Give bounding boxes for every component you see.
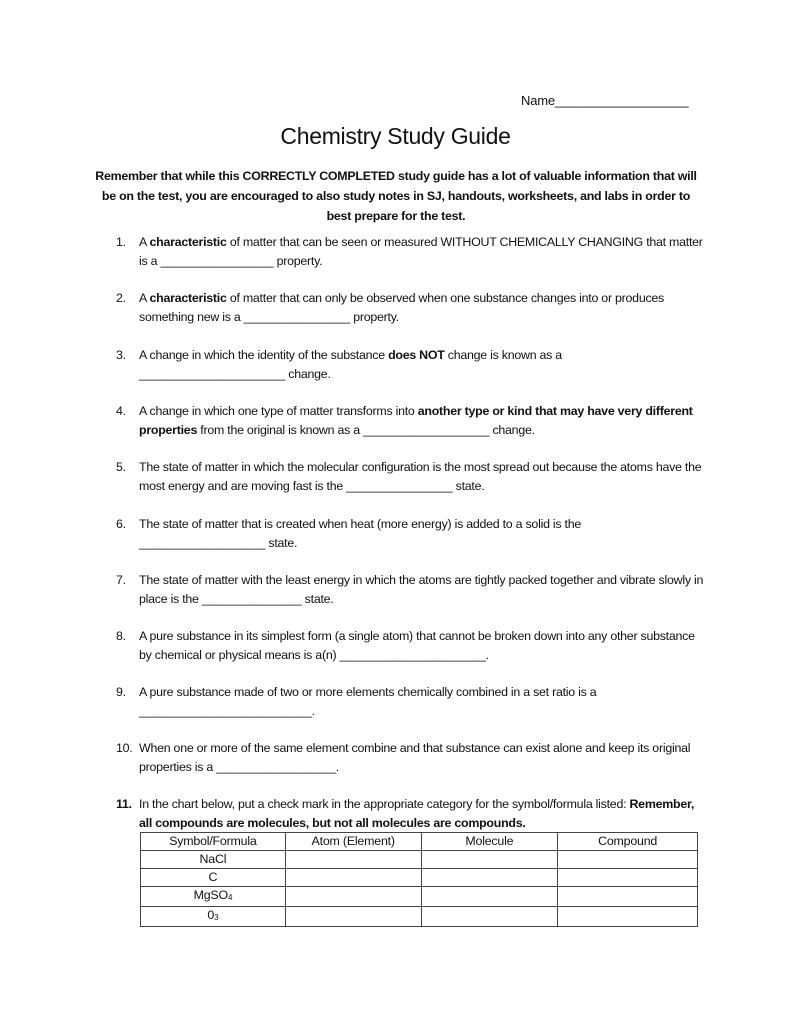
name-field[interactable]	[521, 93, 688, 108]
header-symbol-formula: Symbol/Formula	[141, 833, 286, 851]
emphasis-text: another type or kind that may have very different properties	[139, 404, 693, 437]
question-text: In the chart below, put a check mark in the appropriate category for the symbol/formula listed: Remember, all compounds are molecules, but not all molecules are compounds.	[139, 797, 695, 830]
question-number: 7.	[116, 573, 126, 587]
check-cell-molecule[interactable]	[421, 851, 558, 869]
question-number: 5.	[116, 460, 126, 474]
question-6	[116, 515, 706, 553]
question-2	[116, 289, 706, 327]
formula-cell: $0_3$	[141, 907, 286, 927]
question-7	[116, 571, 706, 609]
question-text: A characteristic of matter that can be seen or measured WITHOUT CHEMICALLY CHANGING that matter is a _________________ property.	[139, 235, 703, 268]
header-compound: Compound	[558, 833, 698, 851]
formula-cell: NaCl	[141, 851, 286, 869]
check-cell-molecule[interactable]	[421, 869, 558, 887]
question-number: 6.	[116, 517, 126, 531]
table-header-row	[141, 833, 698, 851]
question-number: 4.	[116, 404, 126, 418]
question-5	[116, 458, 706, 496]
header-molecule: Molecule	[421, 833, 558, 851]
table-row	[141, 869, 698, 887]
formula-cell: MgSO$_4$	[141, 887, 286, 907]
question-number: 8.	[116, 629, 126, 643]
question-text: A pure substance in its simplest form (a single atom) that cannot be broken down into any other substance by chemical or physical means is a(n) ______________________.	[139, 629, 695, 662]
check-cell-compound[interactable]	[558, 887, 698, 907]
question-number: 10.	[116, 741, 133, 755]
question-3	[116, 346, 706, 384]
header-atom-element: Atom (Element)	[285, 833, 421, 851]
question-text: The state of matter with the least energy in which the atoms are tightly packed together and vibrate slowly in place is the _______________ state.	[139, 573, 704, 606]
check-cell-compound[interactable]	[558, 907, 698, 927]
question-number: 2.	[116, 291, 126, 305]
check-cell-molecule[interactable]	[421, 907, 558, 927]
question-number: 9.	[116, 685, 126, 699]
check-cell-compound[interactable]	[558, 851, 698, 869]
emphasis-text: characteristic	[149, 235, 227, 249]
name-label: Name	[521, 93, 555, 108]
question-text: The state of matter that is created when heat (more energy) is added to a solid is the ___________________ state.	[139, 517, 582, 550]
question-number: 11.	[116, 797, 132, 811]
table-row	[141, 887, 698, 907]
question-number: 3.	[116, 348, 126, 362]
question-11	[116, 795, 706, 833]
question-text: A characteristic of matter that can only be observed when one substance changes into or produces something new is a ________________ property.	[139, 291, 664, 324]
question-text: A change in which the identity of the substance does NOT change is known as a ______________________ change.	[139, 348, 562, 381]
name-blank[interactable]: ___________________	[554, 93, 689, 108]
check-cell-atom-element[interactable]	[285, 869, 421, 887]
check-cell-atom-element[interactable]	[285, 887, 421, 907]
emphasis-text: characteristic	[149, 291, 227, 305]
formula-cell: C	[141, 869, 286, 887]
question-9	[116, 683, 706, 721]
question-1	[116, 233, 706, 271]
intro-note: Remember that while this CORRECTLY COMPLETED study guide has a lot of valuable information that will be on the test, you are encouraged to also study notes in SJ, handouts, worksheets, and labs in order to best prepare for the test.	[95, 169, 697, 223]
check-cell-atom-element[interactable]	[285, 907, 421, 927]
check-cell-compound[interactable]	[558, 869, 698, 887]
question-text: When one or more of the same element combine and that substance can exist alone and keep its original properties is a __________________.	[139, 741, 691, 774]
question-text: A change in which one type of matter transforms into another type or kind that may have very different properties from the original is known as a ___________________ change.	[139, 404, 693, 437]
question-8	[116, 627, 706, 665]
check-cell-atom-element[interactable]	[285, 851, 421, 869]
classification-table	[140, 832, 698, 927]
check-cell-molecule[interactable]	[421, 887, 558, 907]
emphasis-text: Remember, all compounds are molecules, but not all molecules are compounds.	[139, 797, 695, 830]
question-text: A pure substance made of two or more elements chemically combined in a set ratio is a __________________________.	[139, 685, 597, 718]
question-10	[116, 739, 706, 777]
question-text: The state of matter in which the molecular configuration is the most spread out because the atoms have the most energy and are moving fast is the ________________ state.	[139, 460, 702, 493]
question-4	[116, 402, 706, 440]
emphasis-text: does NOT	[388, 348, 445, 362]
table-row	[141, 851, 698, 869]
page-title: Chemistry Study Guide	[280, 123, 511, 149]
question-number: 1.	[116, 235, 126, 249]
table-row	[141, 907, 698, 927]
